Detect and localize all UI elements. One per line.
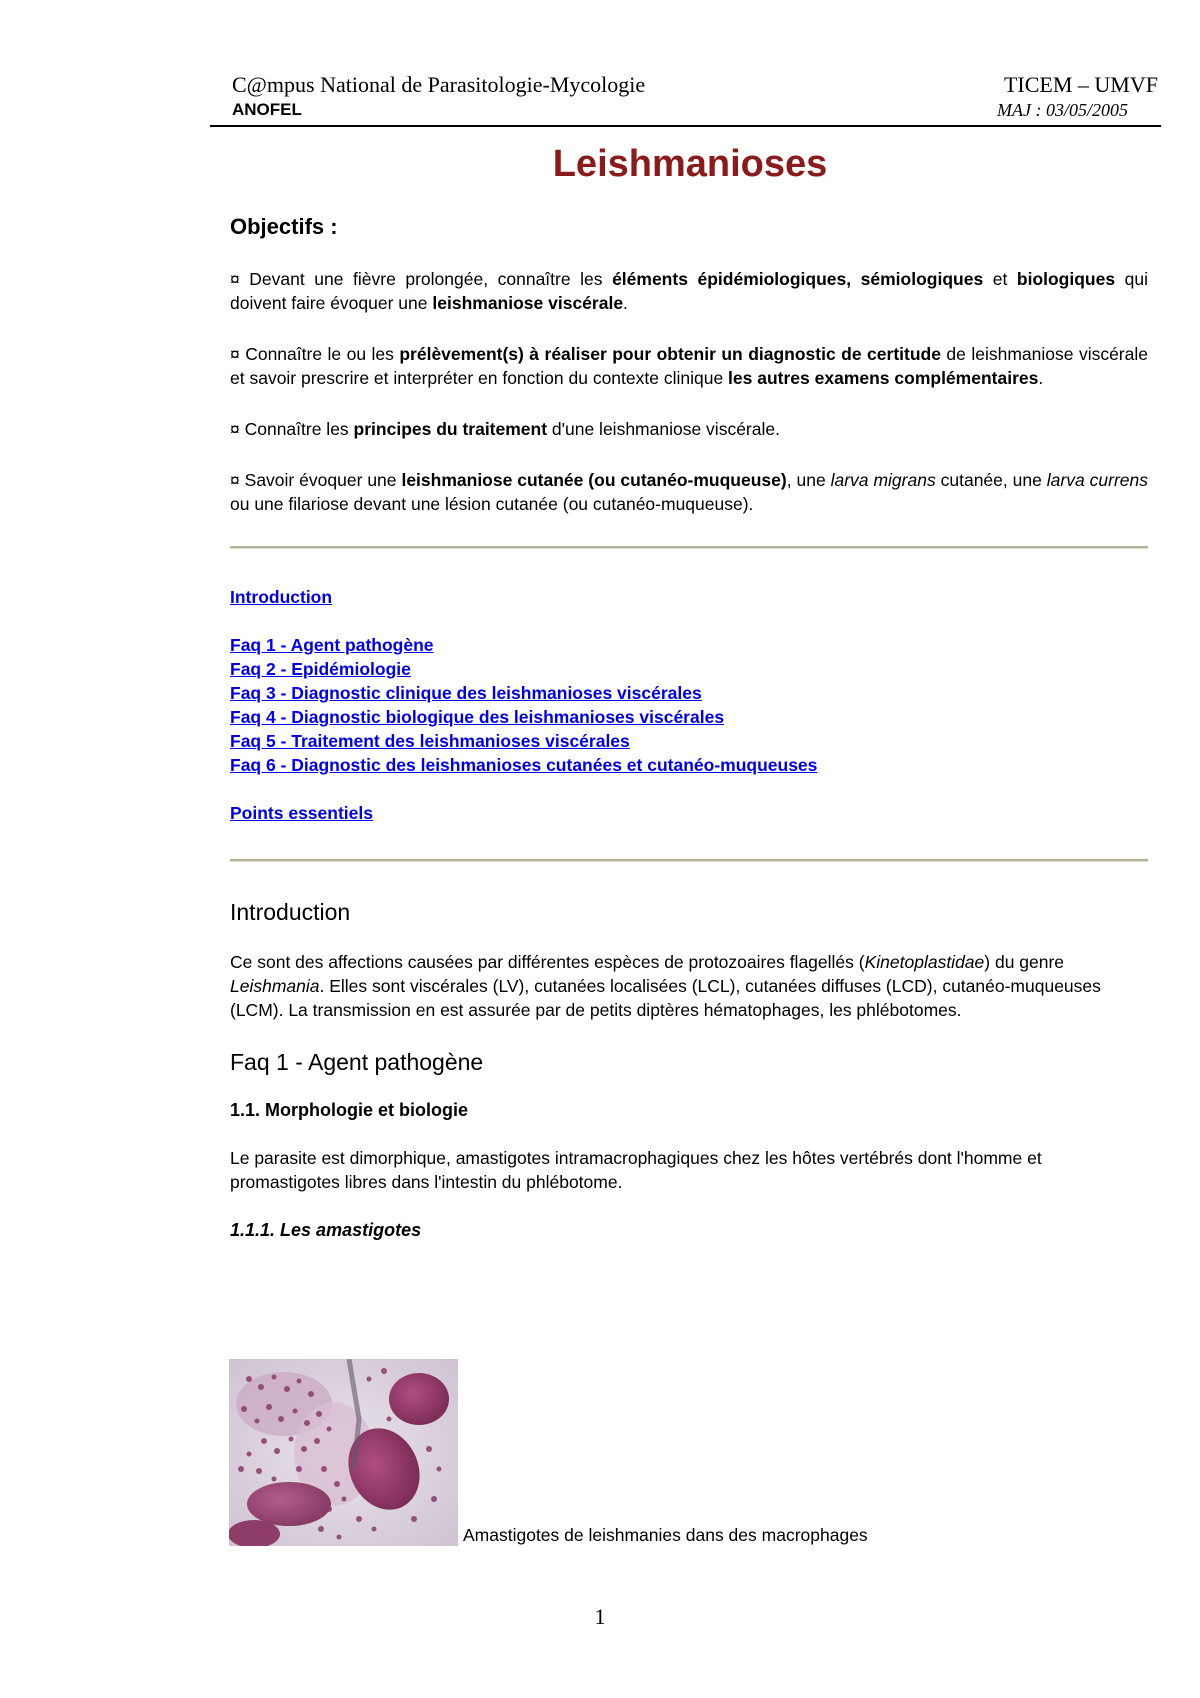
objectifs-list — [230, 267, 1148, 516]
faq1-subsubheading: 1.1.1. Les amastigotes — [230, 1220, 422, 1240]
objectifs-heading: Objectifs : — [230, 214, 338, 239]
text-run: Connaître les — [239, 419, 354, 439]
introduction-paragraph — [230, 950, 1148, 1022]
faq1-heading: Faq 1 - Agent pathogène — [230, 1049, 484, 1075]
text-run: . Elles sont viscérales (LV), cutanées localisées (LCL), cutanées diffuses (LCD), cutanéo-muqueuses (LCM). La transmission en est assurée par de petits diptères hématophages, les phlébotomes. — [230, 976, 1101, 1020]
objectif-item — [230, 342, 1148, 390]
header-maj-date: MAJ : 03/05/2005 — [997, 100, 1128, 120]
bullet-icon: ¤ — [230, 269, 240, 289]
text-run: d'une leishmaniose viscérale. — [547, 419, 780, 439]
toc-link-faq-2[interactable]: Faq 2 - Epidémiologie — [230, 659, 411, 679]
main-content — [230, 215, 1148, 1242]
amastigotes-micrograph — [229, 1359, 458, 1546]
text-run: Savoir évoquer une — [239, 470, 402, 490]
text-run: prélèvement(s) à réaliser pour obtenir un diagnostic de certitude — [399, 344, 941, 364]
text-run: éléments épidémiologiques, sémiologiques — [612, 269, 984, 289]
text-run: Ce sont des affections causées par différentes espèces de protozoaires flagellés ( — [230, 952, 865, 972]
toc-link-faq-1[interactable]: Faq 1 - Agent pathogène — [230, 635, 434, 655]
bullet-icon: ¤ — [230, 344, 240, 364]
header-anofel: ANOFEL — [232, 100, 302, 119]
text-run: qui doivent faire évoquer une — [230, 269, 1148, 313]
text-run: larva migrans — [830, 470, 936, 490]
text-run: leishmaniose viscérale — [432, 293, 624, 313]
header-org: C@mpus National de Parasitologie-Mycologie — [232, 72, 646, 97]
faq1-subheading: 1.1. Morphologie et biologie — [230, 1100, 469, 1120]
toc-faq-list — [230, 633, 1148, 777]
text-run: ) du genre — [984, 952, 1065, 972]
faq1-paragraph: Le parasite est dimorphique, amastigotes intramacrophagiques chez les hôtes vertébrés dont l'homme et promastigotes libres dans l'intestin du phlébotome. — [230, 1148, 1042, 1192]
text-run: de leishmaniose viscérale et savoir prescrire et interpréter en fonction du contexte clinique — [230, 344, 1148, 388]
objectif-item — [230, 267, 1148, 315]
text-run: biologiques — [1016, 269, 1116, 289]
bullet-icon: ¤ — [230, 419, 240, 439]
header-rule — [210, 125, 1161, 127]
page-title: Leishmanioses — [552, 143, 828, 185]
text-run: ou une filariose devant une lésion cutanée (ou cutanéo-muqueuse). — [230, 494, 754, 514]
bullet-icon: ¤ — [230, 470, 240, 490]
table-of-contents — [230, 585, 1148, 825]
text-run: les autres examens complémentaires — [728, 368, 1039, 388]
text-run: , une — [786, 470, 831, 490]
text-run: larva currens — [1046, 470, 1148, 490]
text-run: et — [983, 269, 1017, 289]
text-run: Kinetoplastidae — [864, 952, 985, 972]
page-header — [210, 72, 1170, 127]
toc-link-faq-5[interactable]: Faq 5 - Traitement des leishmanioses viscérales — [230, 731, 630, 751]
text-run: Devant une fièvre prolongée, connaître les — [239, 269, 613, 289]
figure-caption: Amastigotes de leishmanies dans des macrophages — [463, 1525, 868, 1545]
toc-link-faq-4[interactable]: Faq 4 - Diagnostic biologique des leishmanioses viscérales — [230, 707, 725, 727]
toc-link-introduction[interactable]: Introduction — [230, 587, 333, 607]
toc-link-faq-6[interactable]: Faq 6 - Diagnostic des leishmanioses cutanées et cutanéo-muqueuses — [230, 755, 818, 775]
text-run: . — [1038, 368, 1044, 388]
page-number: 1 — [594, 1604, 606, 1629]
objectif-item — [230, 417, 1148, 441]
text-run: cutanée, une — [935, 470, 1047, 490]
text-run: . — [623, 293, 628, 313]
toc-link-points-essentiels[interactable]: Points essentiels — [230, 803, 373, 823]
toc-link-faq-3[interactable]: Faq 3 - Diagnostic clinique des leishmanioses viscérales — [230, 683, 702, 703]
text-run: leishmaniose cutanée (ou cutanéo-muqueuse) — [401, 470, 787, 490]
objectif-item — [230, 468, 1148, 516]
text-run: Leishmania — [230, 976, 320, 996]
text-run: principes du traitement — [353, 419, 548, 439]
header-ticem: TICEM – UMVF — [1003, 72, 1158, 97]
introduction-heading: Introduction — [230, 899, 351, 925]
text-run: Connaître le ou les — [239, 344, 400, 364]
